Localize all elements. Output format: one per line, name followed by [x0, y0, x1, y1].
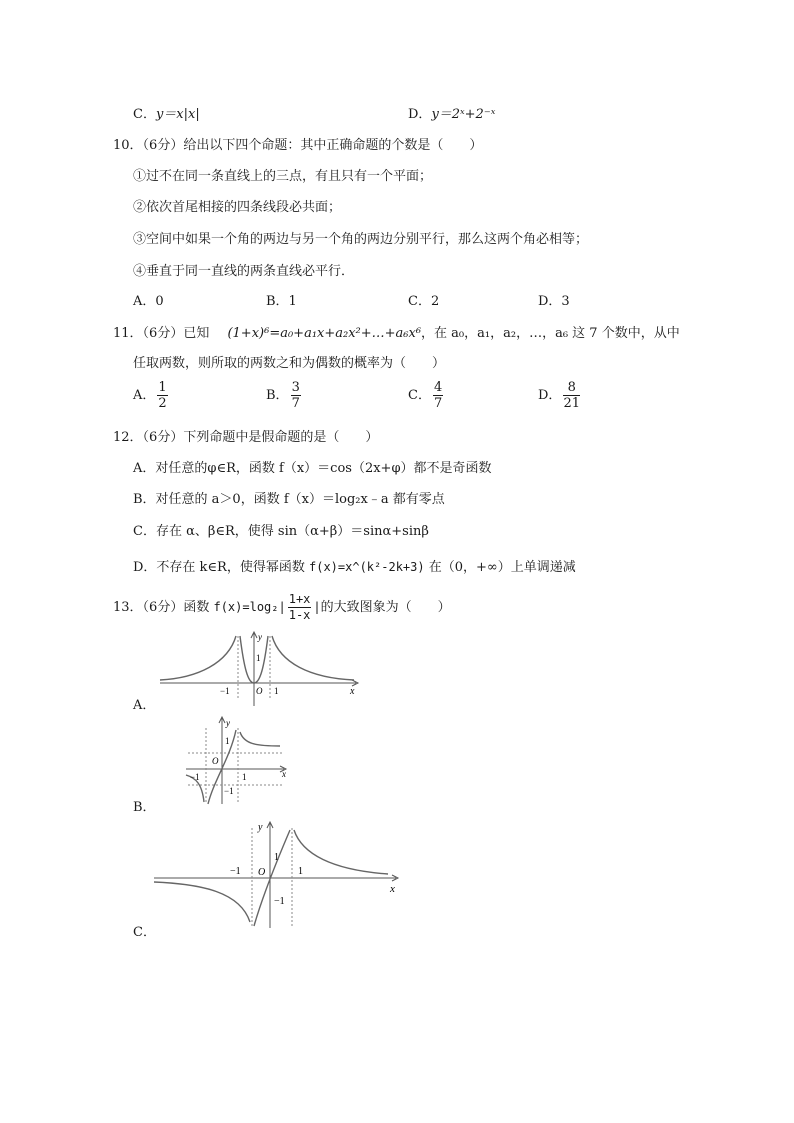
axis-label-y: y [226, 718, 230, 728]
origin-label: O [258, 867, 266, 878]
fraction-denominator: 7 [433, 396, 443, 411]
q10-item-1: ①过不在同一条直线上的三点，有且只有一个平面； [133, 169, 433, 184]
fraction-numerator: 1 [158, 380, 167, 395]
q11-option-d [538, 380, 582, 411]
q11-stem-expr: (1+x)⁶=a₀+a₁x+a₂x²+…+a₆x⁶ [227, 326, 422, 341]
q13-graph-c [152, 818, 402, 930]
q13-graph-a [158, 628, 368, 708]
tick-label-1-y: 1 [225, 736, 230, 746]
q10-option-b: B．1 [266, 294, 297, 309]
q9-option-d-expr: y＝2ˣ+2⁻ˣ [431, 107, 496, 122]
q13-label-b: B． [133, 800, 156, 815]
q9-option-c-expr: y＝x|x| [155, 107, 200, 122]
tick-label-1-y: 1 [274, 852, 279, 863]
q11-option-a-label: A． [133, 388, 156, 403]
origin-label: O [256, 686, 263, 696]
q13-graph-b [184, 714, 294, 808]
q13-stem [113, 592, 451, 623]
fraction-denominator: 21 [563, 396, 580, 411]
q12-stem: 12．（6分）下列命题中是假命题的是（ ） [113, 430, 379, 445]
tick-label-neg1: −1 [220, 686, 230, 696]
q12-option-d-suffix: 在（0，+∞）上单调递减 [428, 560, 576, 575]
q13-label-c: C． [133, 925, 156, 940]
tick-label-1: 1 [242, 772, 247, 782]
q10-option-c: C．2 [408, 294, 440, 309]
q13-stem-suffix: 的大致图象为（ ） [320, 600, 451, 615]
q13-stem-prefix: 13．（6分）函数 [113, 600, 210, 615]
q10-option-d: D．3 [538, 294, 570, 309]
q13-stem-expr-right: | [313, 600, 321, 614]
q10-item-2: ②依次首尾相接的四条线段必共面； [133, 200, 342, 215]
q11-stem [113, 322, 680, 341]
q9-option-d-label: D． [408, 107, 432, 122]
q11-stem-line2: 任取两数，则所取的两数之和为偶数的概率为（ ） [133, 356, 446, 371]
q13-stem-fraction [288, 592, 312, 623]
axis-label-x: x [350, 686, 355, 697]
q11-option-b-fraction [291, 380, 301, 411]
q11-option-b-label: B． [266, 388, 289, 403]
q12-option-a: A．对任意的φ∈R，函数 f（x）＝cos（2x+φ）都不是奇函数 [133, 461, 492, 476]
q12-option-d-expr: f(x)=x^(k²-2k+3) [309, 560, 425, 574]
q10-item-3: ③空间中如果一个角的两边与另一个角的两边分别平行，那么这两个角必相等； [133, 232, 589, 247]
q11-stem-prefix: 11．（6分）已知 [113, 326, 210, 341]
fraction-numerator: 3 [291, 380, 300, 395]
q13-stem-expr-left: f(x)=log₂| [213, 600, 286, 614]
q11-option-c-fraction [433, 380, 443, 411]
fraction-numerator: 1+x [288, 592, 311, 606]
q9-option-c-label: C． [133, 107, 156, 122]
q12-option-d-prefix: D．不存在 k∈R，使得幂函数 [133, 560, 305, 575]
q11-option-c [408, 380, 445, 411]
tick-label-1: 1 [298, 866, 303, 877]
q11-stem-suffix: ，在 a₀，a₁，a₂，…，a₆ 这 7 个数中，从中 [421, 326, 680, 341]
q10-option-a: A．0 [133, 294, 164, 309]
q12-option-c: C．存在 α、β∈R，使得 sin（α+β）＝sinα+sinβ [133, 524, 429, 539]
origin-label: O [212, 756, 219, 766]
tick-label-1-y: 1 [256, 653, 261, 663]
fraction-denominator: 2 [158, 396, 167, 411]
q13-label-a: A． [133, 698, 156, 713]
q11-option-d-fraction [563, 380, 580, 411]
q12-option-b: B．对任意的 a＞0，函数 f（x）＝log₂x﹣a 都有零点 [133, 492, 445, 507]
axis-label-y: y [258, 822, 263, 833]
q11-option-b [266, 380, 303, 411]
q11-option-d-label: D． [538, 388, 562, 403]
tick-label-1: 1 [274, 686, 279, 696]
axis-label-x: x [282, 769, 286, 779]
tick-label-neg1: −1 [190, 772, 200, 782]
fraction-numerator: 4 [433, 380, 443, 395]
q12-option-d [133, 556, 576, 575]
q10-stem: 10．（6分）给出以下四个命题：其中正确命题的个数是（ ） [113, 138, 483, 153]
q11-option-a [133, 380, 170, 411]
q9-option-d [408, 103, 495, 122]
q10-item-4: ④垂直于同一直线的两条直线必平行． [133, 264, 355, 279]
axis-label-y: y [258, 632, 262, 642]
tick-label-neg1-y: −1 [274, 896, 285, 907]
q9-option-c [133, 103, 200, 122]
fraction-denominator: 7 [291, 396, 300, 411]
q11-option-a-fraction [157, 380, 167, 411]
q11-option-c-label: C． [408, 388, 431, 403]
fraction-denominator: 1-x [288, 608, 311, 622]
fraction-numerator: 8 [563, 380, 580, 396]
axis-label-x: x [390, 883, 395, 895]
tick-label-neg1-y: −1 [224, 786, 234, 796]
tick-label-neg1: −1 [230, 866, 241, 877]
